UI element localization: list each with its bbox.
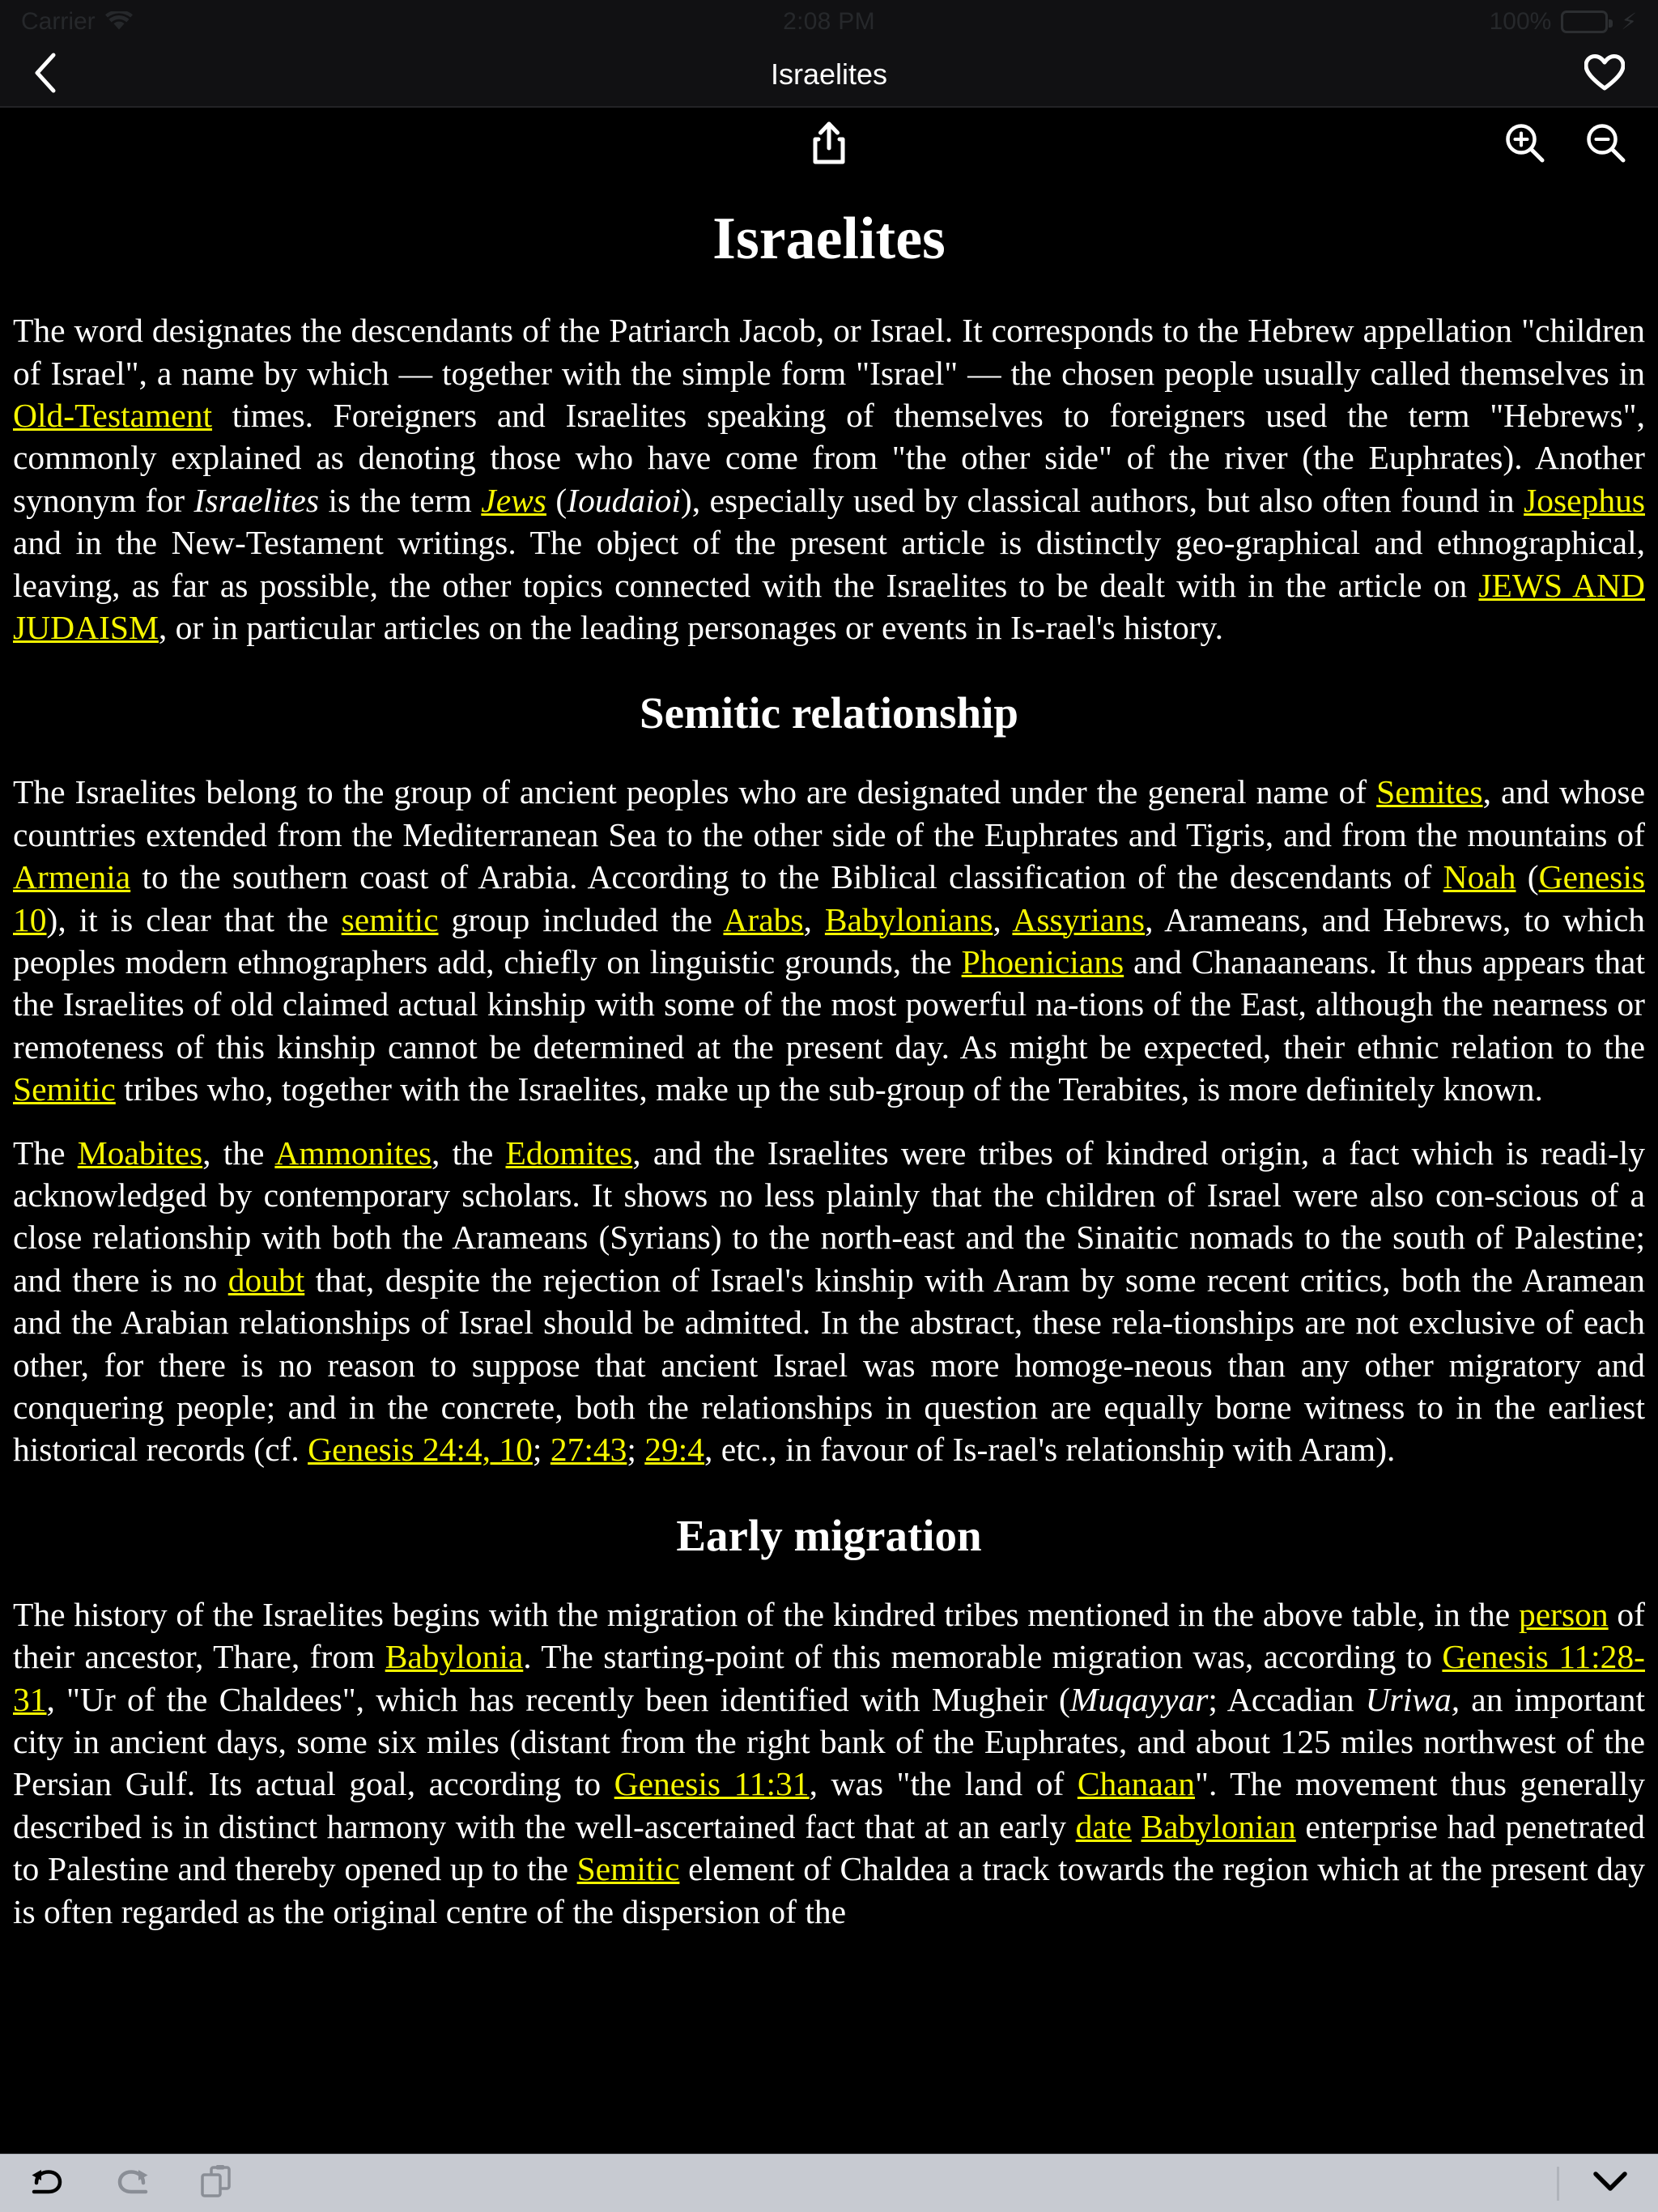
semitic-relationship-heading: Semitic relationship <box>639 688 1018 738</box>
redo-arrow-icon[interactable] <box>115 2165 151 2201</box>
lightning-bolt-icon: ⚡ <box>1621 8 1637 34</box>
page-title: Israelites <box>770 57 888 91</box>
article-scroll-area[interactable] <box>0 182 1658 2157</box>
article-link[interactable]: Babylonian <box>1141 1807 1296 1845</box>
article-body <box>13 309 1645 1933</box>
article-link[interactable]: 27:43 <box>550 1431 627 1469</box>
article-text: Ioudaioi <box>567 481 681 519</box>
article-text: The history of the Israelites begins with the migration of the kindred tribes mentioned in the above table, in the <box>13 1595 1519 1633</box>
article-text: The <box>13 1134 78 1172</box>
article-link[interactable]: Babylonia <box>385 1638 524 1676</box>
article-text: that, despite the rejection of Israel's kinship with Aram by some recent critics, both the Aramean and the Arabian relationships of Israel should be admitted. In the abstract, these rela-tionships are not exclusive of each other, for there is no reason to suppose that ancient Israel was more homoge-neous than any other migratory and conquering people; and in the concrete, both the relationships in question are equally borne witness to in the earliest historical records (cf. <box>13 1261 1645 1469</box>
paragraph-semitic-1 <box>13 771 1645 1110</box>
article-link[interactable]: person <box>1519 1595 1609 1633</box>
article-text: group included the <box>438 900 724 938</box>
bottom-toolbar-actions <box>29 2164 232 2202</box>
article-text: The word designates the descendants of the Patriarch Jacob, or Israel. It corresponds to the Hebrew appellation "children of Israel", a name by which — together with the simple form "Israel" — the chosen people usually called themselves in <box>13 312 1645 392</box>
article-text: tribes who, together with the Israelites, make up the sub-group of the Terabites, is more definitely known. <box>115 1070 1543 1108</box>
article-text: times. Foreigners and Israelites speaking of themselves to foreigners used the term "Hebrews", commonly explained as denoting those who have come from "the other side" of the river (the Euphrates). Another synonym for <box>13 396 1645 519</box>
status-bar-right <box>1490 8 1637 36</box>
article-text: , the <box>432 1134 506 1172</box>
battery-full-icon <box>1561 11 1608 33</box>
article-link[interactable]: 29:4 <box>644 1431 705 1469</box>
article-text: Muqayyar <box>1069 1680 1209 1718</box>
article-link[interactable]: Assyrians <box>1012 900 1146 938</box>
article-text: , was "the land of <box>809 1765 1078 1803</box>
article-text: , Arameans, and Hebrews, to which peoples modern ethnographers add, chiefly on linguistic grounds, the <box>13 900 1645 981</box>
battery-percent-label: 100% <box>1489 7 1552 35</box>
share-button-wrapper <box>0 121 1658 169</box>
early-migration-heading: Early migration <box>676 1510 982 1560</box>
article-text: to the southern coast of Arabia. According to the Biblical classification of the descendants of <box>130 858 1443 896</box>
magnifier-minus-icon[interactable] <box>1585 122 1627 168</box>
article-text: element of Chaldea a track towards the region which at the present day is often regarded as the original centre of the dispersion of the <box>13 1850 1645 1930</box>
article-link[interactable]: Semitic <box>576 1850 680 1888</box>
article-title: Israelites <box>712 206 946 272</box>
carrier-label: Carrier <box>21 7 96 35</box>
editor-bottom-toolbar <box>0 2154 1658 2212</box>
article-link[interactable]: doubt <box>227 1261 305 1299</box>
article-link[interactable]: Genesis 10 <box>13 858 1645 938</box>
magnifier-plus-icon[interactable] <box>1504 122 1546 168</box>
article-link[interactable]: Josephus <box>1524 481 1645 519</box>
article-text: ( <box>546 481 568 519</box>
article-text: , and the Israelites were tribes of kindred origin, a fact which is readi-ly acknowledged by contemporary scholars. It shows no less plainly that the children of Israel were also con-scious of a close relationship with both the Arameans (Syrians) to the north-east and the Sinaitic nomads to the south of Palestine; and there is no <box>13 1134 1645 1299</box>
article-link[interactable]: Genesis 24:4, 10 <box>308 1431 533 1469</box>
paragraph-semitic-2 <box>13 1132 1645 1471</box>
article-link[interactable]: Semitic <box>13 1070 116 1108</box>
article-text: ; Accadian <box>1208 1680 1366 1718</box>
article-link[interactable]: Moabites <box>77 1134 203 1172</box>
article-link[interactable]: Babylonians <box>824 900 993 938</box>
article-text: , and whose countries extended from the Mediterranean Sea to the other side of the Euphrates and Tigris, and from the mountains of <box>13 773 1645 853</box>
article-link[interactable]: Phoenicians <box>961 942 1124 981</box>
zoom-controls <box>1504 122 1627 168</box>
article-link[interactable]: Old-Testament <box>13 396 213 434</box>
article-link[interactable]: Arabs <box>723 900 804 938</box>
article-link[interactable]: Noah <box>1443 858 1516 896</box>
article-text: , "Ur of the Chaldees", which has recently been identified with Mugheir ( <box>46 1680 1070 1718</box>
article-text: ; <box>627 1431 645 1469</box>
article-text: , <box>993 900 1013 938</box>
article-link[interactable]: Jews <box>481 481 546 519</box>
article-text: enterprise had penetrated to Palestine and thereby opened up to the <box>13 1807 1645 1888</box>
article-link[interactable]: JEWS AND JUDAISM <box>13 566 1645 646</box>
article-text: , etc., in favour of Is-rael's relationship with Aram). <box>704 1431 1396 1469</box>
article-text: ), especially used by classical authors, but also often found in <box>680 481 1524 519</box>
article-link[interactable]: date <box>1075 1807 1132 1845</box>
favorite-button[interactable] <box>1582 52 1627 97</box>
article-text: ". The movement thus generally described is in distinct harmony with the well-ascertained fact that at an early <box>13 1765 1645 1845</box>
article-text: , the <box>202 1134 275 1172</box>
article-text: ; <box>532 1431 551 1469</box>
article-text: and Chanaaneans. It thus appears that the Israelites of old claimed actual kinship with some of the most powerful na-tions of the East, although the nearness or remoteness of this kinship cannot be determined at the present day. As might be expected, their ethnic relation to the <box>13 942 1645 1066</box>
article-link[interactable]: semitic <box>341 900 439 938</box>
clipboard-paste-icon[interactable] <box>201 2164 232 2202</box>
status-bar-clock: 2:08 PM <box>783 7 875 35</box>
article-text: ), it is clear that the <box>46 900 342 938</box>
article-text: of their ancestor, Thare, from <box>13 1595 1645 1676</box>
navigation-bar <box>0 43 1658 108</box>
article-text: The Israelites belong to the group of ancient peoples who are designated under the general name of <box>13 773 1377 811</box>
share-up-arrow-icon[interactable] <box>810 121 848 169</box>
article-text: , or in particular articles on the leading personages or events in Is-rael's history. <box>158 608 1223 646</box>
chevron-down-icon[interactable] <box>1592 2169 1629 2197</box>
article-text: is the term <box>318 481 482 519</box>
article-link[interactable]: Armenia <box>13 858 131 896</box>
heart-outline-icon <box>1584 54 1625 96</box>
article-text: an important city in ancient days, some six miles (distant from the right bank of the Euphrates, and about 125 miles northwest of the Persian Gulf. Its actual goal, according to <box>13 1680 1646 1803</box>
bottom-toolbar-right <box>1557 2167 1629 2201</box>
article-link[interactable]: Semites <box>1376 773 1483 811</box>
article-text: Israelites <box>193 481 319 519</box>
status-bar <box>0 0 1658 43</box>
article-link[interactable]: Edomites <box>505 1134 633 1172</box>
article-text: ( <box>1516 858 1539 896</box>
article-text: and in the New-Testament writings. The object of the present article is distinctly geo-graphical and ethnographical, leaving, as far as possible, the other topics connected with the Israelites to be dealt with in the article on <box>13 524 1645 604</box>
paragraph-intro <box>13 309 1645 649</box>
article-action-toolbar <box>0 108 1658 182</box>
article-text: , <box>803 900 825 938</box>
article-text: . The starting-point of this memorable migration was, according to <box>523 1638 1443 1676</box>
article-link[interactable]: Genesis 11:31 <box>614 1765 810 1803</box>
undo-arrow-icon[interactable] <box>29 2165 65 2201</box>
article-text <box>1132 1808 1141 1845</box>
article-text: Uriwa, <box>1365 1680 1460 1718</box>
article-link[interactable]: Chanaan <box>1077 1765 1196 1803</box>
toolbar-divider <box>1557 2167 1559 2201</box>
paragraph-early-migration-1 <box>13 1593 1645 1933</box>
article-link[interactable]: Genesis 11:28-31 <box>13 1638 1646 1718</box>
article-link[interactable]: Ammonites <box>274 1134 432 1172</box>
